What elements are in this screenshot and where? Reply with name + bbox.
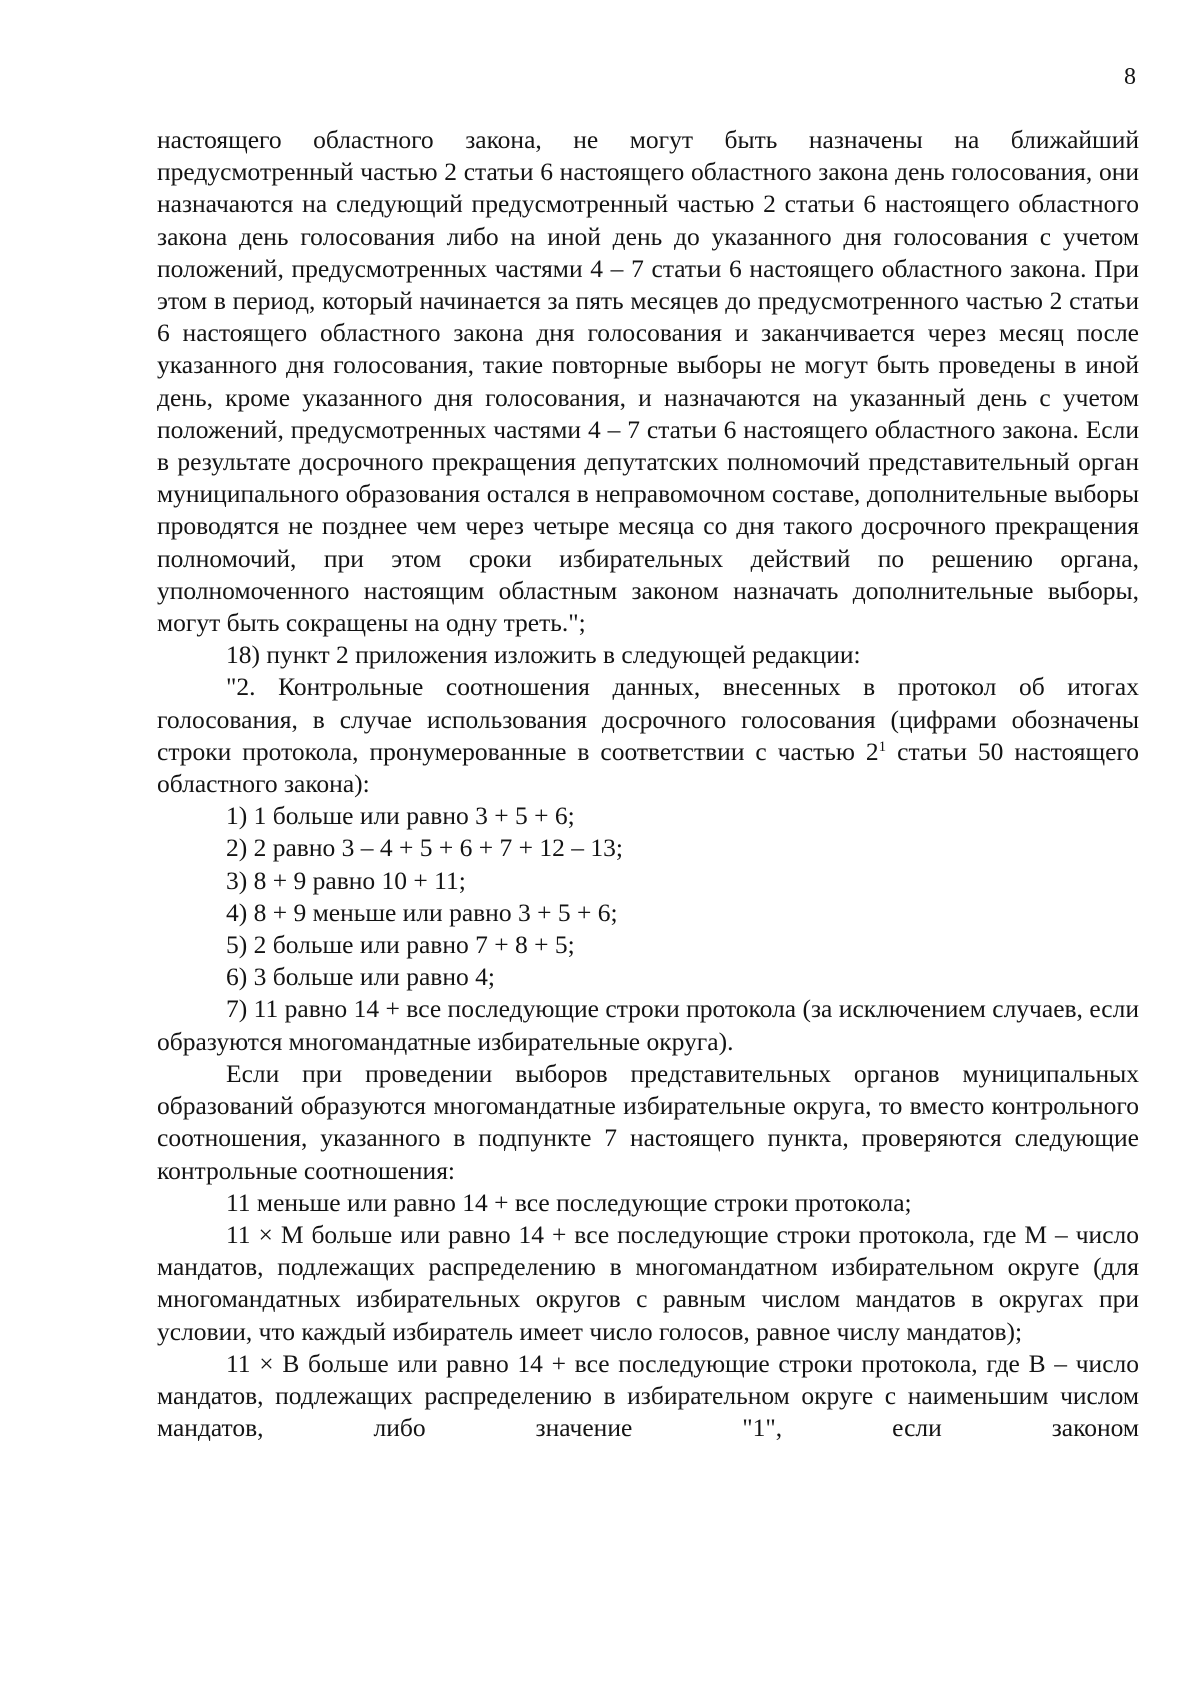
list-item-3: 3) 8 + 9 равно 10 + 11; [226,865,466,895]
document-body [157,124,1139,1444]
ratio-11-less-equal: 11 меньше или равно 14 + все последующие строки протокола; [226,1187,912,1217]
ratio-11-times-m: 11 × М больше или равно 14 + все последующие строки протокола, где М – число мандатов, подлежащих распределению в многомандатном избирательном округе (для многомандатных избирательных округов с равным числом мандатов в округах при условии, что каждый избиратель имеет число голосов, равное числу мандатов); [157,1219,1139,1346]
footnote-superscript: 1 [878,738,887,755]
page-number: 8 [1124,64,1136,90]
list-item-6: 6) 3 больше или равно 4; [226,962,495,992]
paragraph-item-18: 18) пункт 2 приложения изложить в следующей редакции: [226,640,861,670]
list-item-7: 7) 11 равно 14 + все последующие строки протокола (за исключением случаев, если образуются многомандатные избирательные округа). [157,994,1139,1056]
paragraph-control-ratios-intro [157,671,1139,800]
list-item-4: 4) 8 + 9 меньше или равно 3 + 5 + 6; [226,897,618,927]
control-ratios-intro-tail: статьи 50 настоящего областного закона): [157,736,1139,799]
paragraph-continuation: настоящего областного закона, не могут быть назначены на ближайший предусмотренный частью 2 статьи 6 настоящего областного закона день голосования, они назначаются на следующий предусмотренный частью 2 статьи 6 настоящего областного закона день голосования либо на иной день до указанного дня голосования с учетом положений, предусмотренных частями 4 – 7 статьи 6 настоящего областного закона. При этом в период, который начинается за пять месяцев до предусмотренного частью 2 статьи 6 настоящего областного закона дня голосования и заканчивается через месяц после указанного дня голосования, такие повторные выборы не могут быть проведены в иной день, кроме указанного дня голосования, и назначаются на указанный день с учетом положений, предусмотренных частями 4 – 7 статьи 6 настоящего областного закона. Если в результате досрочного прекращения депутатских полномочий представительный орган муниципального образования остался в неправомочном составе, дополнительные выборы проводятся не позднее чем через четыре месяца со дня такого досрочного прекращения полномочий, при этом сроки избирательных действий по решению органа, уполномоченного настоящим областным законом назначать дополнительные выборы, могут быть сокращены на одну треть."; [157,125,1139,638]
ratio-11-times-v: 11 × В больше или равно 14 + все последующие строки протокола, где В – число мандатов, подлежащих распределению в избирательном округе с наименьшим числом мандатов, либо значение "1", если законом [157,1348,1139,1443]
control-ratios-intro-text: "2. Контрольные соотношения данных, внесенных в протокол об итогах голосования, в случае использования досрочного голосования (цифрами обозначены строки протокола, пронумерованные в соответствии с частью 2 [157,672,1139,766]
list-item-1: 1) 1 больше или равно 3 + 5 + 6; [226,801,575,831]
paragraph-multimandate: Если при проведении выборов представительных органов муниципальных образований образуются многомандатные избирательные округа, то вместо контрольного соотношения, указанного в подпункте 7 настоящего пункта, проверяются следующие контрольные соотношения: [157,1058,1139,1185]
list-item-2: 2) 2 равно 3 – 4 + 5 + 6 + 7 + 12 – 13; [226,833,623,863]
list-item-5: 5) 2 больше или равно 7 + 8 + 5; [226,930,575,960]
